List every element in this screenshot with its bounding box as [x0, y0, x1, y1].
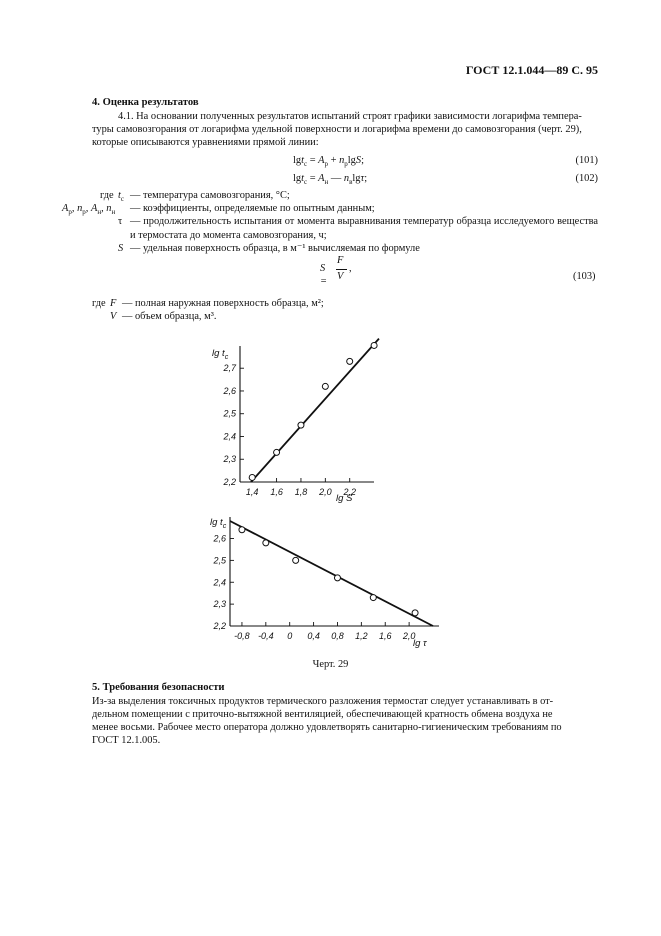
eq-var: S: [355, 155, 362, 166]
def-f-where: где: [92, 298, 106, 309]
eq-lg: lg: [293, 173, 302, 184]
x-tick-label: 1,4: [245, 487, 259, 497]
x-tick-label: 0,4: [307, 631, 320, 641]
section-5-line-2: дельном помещении с приточно-вытяжной вентиляцией, обеспечивающей кратность обмена воздуха не: [92, 709, 553, 720]
page-header: ГОСТ 12.1.044—89 С. 95: [465, 63, 598, 77]
def-t-letter: t: [118, 190, 121, 201]
data-point: [347, 358, 353, 364]
y-tick-label: 2,5: [213, 555, 226, 566]
x-tick-label: -0,8: [234, 631, 250, 641]
eq103-lhs: S =: [320, 263, 328, 287]
x-tick-label: 2,0: [319, 487, 332, 497]
eq-a: A: [318, 173, 325, 184]
eq-sub: в: [349, 178, 353, 187]
eq-lg: lg: [347, 155, 356, 166]
equation-number: (102): [575, 173, 598, 184]
def-s-symbol: S: [118, 243, 124, 254]
eq103-end: ,: [349, 263, 352, 274]
y-tick-label: 2,5: [223, 408, 236, 419]
x-tick-label: 1,2: [355, 631, 368, 641]
eq-n: n: [343, 173, 350, 184]
def-s-text: — удельная поверхность образца, в м⁻¹ вычисляемая по формуле: [130, 243, 420, 254]
eq-lg: lg: [352, 173, 361, 184]
chart1-xlabel: lg S: [336, 493, 353, 504]
eq-sub: c: [303, 178, 308, 187]
eq-var: τ: [360, 173, 365, 184]
chart1-ylabel: $\lg t_c$: [212, 348, 229, 361]
data-point: [263, 540, 269, 546]
data-point: [249, 474, 255, 480]
def-v-symbol: V: [110, 311, 117, 322]
data-point: [322, 383, 328, 389]
y-tick-label: 2,2: [213, 621, 226, 631]
y-tick-label: 2,3: [213, 599, 226, 610]
data-point: [412, 610, 418, 616]
data-point: [274, 449, 280, 455]
eq-a: A: [318, 155, 325, 166]
def-f-text: — полная наружная поверхность образца, м²;: [122, 298, 324, 309]
chart-lgt-vs-lgtau: [205, 513, 445, 653]
chart-lgt-vs-lgs: [200, 338, 390, 508]
eq-op: +: [328, 155, 340, 166]
section-4-line-2: туры самовозгорания от логарифма удельной поверхности и логарифма времени до самовозгорания (черт. 29),: [92, 124, 582, 135]
def-coef-symbols: $A_р$, $n_р$, $A_н$, $n_н$: [62, 203, 116, 217]
eq-sub: н: [324, 178, 329, 187]
x-tick-label: -0,4: [258, 631, 274, 641]
def-coef-text: — коэффициенты, определяемые по опытным данным;: [130, 203, 375, 214]
eq-sub: p: [324, 160, 329, 169]
eq-end: ;: [364, 173, 368, 184]
def-tau-text: — продолжительность испытания от момента выравнивания температур образца исследуемого вещества и термостата до момента самовозгорания, ч;: [130, 216, 598, 241]
fit-line: [230, 521, 433, 626]
eq103-numerator: F: [337, 255, 344, 266]
def-where: где: [100, 190, 114, 201]
chart2-xlabel: lg τ: [413, 638, 427, 649]
y-tick-label: 2,4: [223, 431, 236, 442]
x-tick-label: 0,8: [331, 631, 344, 641]
data-point: [298, 422, 304, 428]
eq-equals: =: [307, 173, 319, 184]
eq-end: ;: [361, 155, 364, 166]
eq-t: t: [301, 155, 304, 166]
eq-n: n: [339, 155, 345, 166]
eq-sub: p: [344, 160, 348, 169]
data-point: [293, 557, 299, 563]
y-tick-label: 2,4: [213, 577, 226, 588]
fit-line: [251, 339, 379, 482]
equation-number: (101): [575, 155, 598, 166]
y-tick-label: 2,3: [223, 454, 236, 465]
def-v-text: — объем образца, м³.: [122, 311, 217, 322]
section-5-line-1: Из-за выделения токсичных продуктов термического разложения термостат следует устанавливать в от-: [92, 696, 554, 707]
y-tick-label: 2,2: [223, 477, 236, 487]
data-point: [370, 595, 376, 601]
x-tick-label: 2,2: [343, 487, 356, 497]
eq103-denominator: V: [337, 271, 344, 282]
section-4-line-3: которые описываются уравнениями прямой линии:: [92, 137, 319, 148]
x-tick-label: 0: [287, 631, 293, 641]
x-tick-label: 1,6: [378, 631, 392, 641]
def-f-symbol: F: [110, 298, 117, 309]
chart2-ylabel: $\lg t_c$: [210, 517, 227, 530]
def-t-symbol: [118, 189, 124, 202]
x-tick-label: 1,8: [294, 487, 308, 497]
data-point: [334, 575, 340, 581]
y-tick-label: 2,6: [213, 533, 226, 544]
eq-op: —: [328, 173, 344, 184]
eq-lg: lg: [293, 155, 302, 166]
eq-sub: c: [303, 160, 308, 169]
eq-t: t: [301, 173, 304, 184]
def-coef-a: A: [62, 203, 69, 214]
section-5-line-3: менее восьми. Рабочее место оператора должно удовлетворять санитарно-гигиеническим требованиям по: [92, 722, 562, 733]
equation-number-103: (103): [573, 271, 596, 282]
def-t-sub: c: [120, 195, 124, 204]
figure-caption: Черт. 29: [312, 659, 349, 670]
data-point: [371, 342, 377, 348]
section-4-title: 4. Оценка результатов: [92, 97, 199, 108]
section-5-title: 5. Требования безопасности: [92, 682, 225, 693]
y-tick-label: 2,7: [223, 363, 236, 374]
x-tick-label: 2,0: [402, 631, 416, 641]
section-5-line-4: ГОСТ 12.1.005.: [92, 735, 161, 746]
section-4-line-1: 4.1. На основании полученных результатов испытаний строят графики зависимости логарифма темпера-: [118, 111, 582, 122]
def-tau-symbol: τ: [118, 216, 123, 227]
x-tick-label: 1,6: [270, 487, 283, 497]
y-tick-label: 2,6: [223, 385, 236, 396]
eq-equals: =: [307, 155, 319, 166]
data-point: [239, 527, 245, 533]
def-t-text: — температура самовозгорания, °C;: [130, 190, 290, 201]
